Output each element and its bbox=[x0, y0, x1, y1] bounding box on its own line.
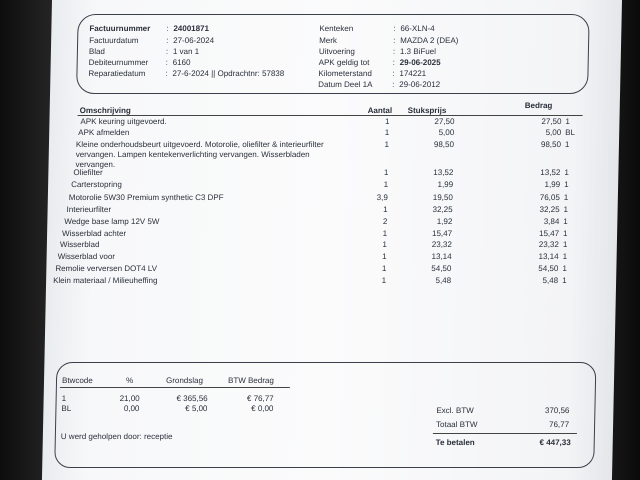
item-description: Wisserblad voor bbox=[57, 252, 116, 261]
item-description: APK afmelden bbox=[78, 128, 130, 137]
item-unit-price: 1,92 bbox=[436, 217, 453, 226]
vat-row-btw: € 76,77 bbox=[246, 394, 274, 403]
value-kilometerstand: 174221 bbox=[399, 69, 427, 78]
item-unit-price: 15,47 bbox=[431, 229, 453, 238]
item-unit-price: 13,14 bbox=[431, 252, 452, 261]
item-unit-price: 54,50 bbox=[431, 264, 452, 273]
item-quantity: 1 bbox=[384, 128, 390, 137]
item-vat-code: BL bbox=[565, 128, 576, 137]
value-totaal-btw: 76,77 bbox=[548, 420, 570, 429]
value-merk: MAZDA 2 (DEA) bbox=[400, 36, 459, 45]
label-apk-geldig: APK geldig tot bbox=[318, 58, 370, 67]
item-vat-code: 1 bbox=[562, 252, 568, 261]
label-excl-btw: Excl. BTW bbox=[436, 406, 474, 415]
col-aantal: Aantal bbox=[367, 106, 393, 115]
vat-row-percent: 0,00 bbox=[123, 404, 140, 413]
value-apk-geldig: 29-06-2025 bbox=[399, 58, 441, 67]
item-description: Interieurfilter bbox=[66, 205, 112, 214]
item-vat-code: 1 bbox=[562, 276, 567, 285]
value-te-betalen: € 447,33 bbox=[539, 438, 571, 447]
col-stuksprijs: Stuksprijs bbox=[407, 106, 447, 115]
item-vat-code: 1 bbox=[563, 229, 568, 238]
label-uitvoering: Uitvoering bbox=[318, 47, 356, 56]
item-quantity: 1 bbox=[384, 117, 390, 126]
item-description: APK keuring uitgevoerd. bbox=[80, 117, 167, 126]
label-blad: Blad bbox=[88, 47, 106, 56]
item-amount: 76,05 bbox=[539, 193, 560, 202]
vat-row-grondslag: € 5,00 bbox=[185, 404, 208, 413]
label-factuurdatum: Factuurdatum bbox=[89, 36, 139, 45]
item-description: Carterstopring bbox=[71, 180, 122, 189]
item-vat-code: 1 bbox=[564, 168, 569, 177]
item-amount: 27,50 bbox=[541, 117, 562, 126]
label-te-betalen: Te betalen bbox=[435, 438, 475, 447]
item-description: Klein materiaal / Milieuheffing bbox=[53, 276, 158, 285]
item-quantity: 1 bbox=[383, 168, 389, 177]
value-reparatiedatum: 27-6-2024 || Opdrachtnr: 57838 bbox=[172, 69, 285, 78]
item-quantity: 1 bbox=[383, 205, 388, 214]
totals-underline bbox=[433, 433, 577, 434]
col-omschrijving: Omschrijving bbox=[79, 106, 131, 115]
item-description: Kleine onderhoudsbeurt uitgevoerd. Motorolie, oliefilter & interieurfilter bbox=[75, 140, 324, 149]
item-unit-price: 13,52 bbox=[433, 168, 454, 177]
item-vat-code: 1 bbox=[563, 217, 568, 226]
value-factuurdatum: 27-06-2024 bbox=[173, 36, 215, 45]
vat-col-grondslag: Grondslag bbox=[165, 376, 204, 385]
label-merk: Merk bbox=[319, 36, 338, 45]
item-description: Motorolie 5W30 Premium synthetic C3 DPF bbox=[68, 193, 224, 202]
item-unit-price: 1,99 bbox=[437, 180, 454, 189]
vat-header-underline bbox=[60, 387, 290, 388]
item-amount: 5,48 bbox=[542, 276, 559, 285]
item-amount: 98,50 bbox=[540, 140, 562, 149]
vat-row-grondslag: € 365,56 bbox=[176, 394, 208, 403]
item-description: Oliefilter bbox=[73, 168, 103, 177]
label-reparatiedatum: Reparatiedatum bbox=[88, 69, 146, 78]
item-vat-code: 1 bbox=[562, 240, 568, 249]
item-description: vervangen. bbox=[75, 160, 116, 169]
item-amount: 13,52 bbox=[540, 168, 561, 177]
vat-row-code: 1 bbox=[61, 394, 67, 403]
label-debiteurnummer: Debiteurnummer bbox=[88, 58, 149, 67]
item-description: Wisserblad bbox=[59, 240, 100, 249]
label-kilometerstand: Kilometerstand bbox=[318, 69, 372, 78]
item-vat-code: 1 bbox=[564, 180, 569, 189]
value-uitvoering: 1.3 BiFuel bbox=[399, 47, 437, 56]
item-vat-code: 1 bbox=[563, 193, 569, 202]
item-quantity: 1 bbox=[382, 252, 387, 261]
vat-col-btwcode: Btwcode bbox=[61, 376, 93, 385]
item-unit-price: 5,00 bbox=[438, 128, 455, 137]
item-vat-code: 1 bbox=[565, 117, 571, 126]
value-debiteurnummer: 6160 bbox=[172, 58, 191, 67]
footer-box bbox=[54, 362, 596, 468]
col-bedrag: Bedrag bbox=[524, 101, 553, 110]
value-excl-btw: 370,56 bbox=[544, 406, 570, 415]
value-factuurnummer: 24001871 bbox=[173, 24, 210, 33]
item-unit-price: 19,50 bbox=[432, 193, 453, 202]
vat-row-percent: 21,00 bbox=[119, 394, 140, 403]
item-amount: 54,50 bbox=[538, 264, 559, 273]
value-datum-deel-1a: 29-06-2012 bbox=[399, 80, 441, 89]
item-amount: 15,47 bbox=[538, 229, 560, 238]
item-quantity: 1 bbox=[383, 180, 389, 189]
label-kenteken: Kenteken bbox=[319, 24, 354, 33]
header-underline bbox=[78, 115, 583, 116]
item-unit-price: 32,25 bbox=[432, 205, 453, 214]
invoice-paper: Factuurnummer : 24001871 Factuurdatum : 27-06-2024 Blad : 1 van 1 Debiteurnummer : 6160 Reparatiedatum : 27-6-2024 || Opdrachtnr: 57838 Kenteken : 66-XLN-4 Merk : MAZDA 2 (DEA) Uitvoering : 1.3 BiFuel APK geldig tot : 29-06-2025 Kilometerstand : 174221 Datum Deel 1A : 29-06-2012 Omschrijving Aantal Stuksprijs Bedrag APK keuring uitgevoerd. 1 27,50 27,50 1 APK afmelden 1 5,00 5,00 BL Kleine onderhoudsbeurt uitgevoerd. Motorolie, oliefilter & interieurfilter vervangen. Lampen kentekenverlichting vervangen. Wisserbladen vervangen. 1 98,50 98,50 1 Oliefilter 1 13,52 13,52 1 Carterstopring 1 1,99 1,99 1 Motorolie 5W30 Premium synthetic C3 DPF 3,9 19,50 76,05 1 Interieurfilter 1 32,25 32,25 1 Wedge base lamp 12V 5W 2 1,92 3,84 1 Wisserblad achter 1 15,47 15,47 1 Wisserblad 1 23,32 23,32 1 Wisserblad voor 1 13,14 13,14 1 Remolie verversen DOT4 LV 1 54,50 54,50 1 Klein materiaal / Milieuheffing 1 5,48 5,48 1 Btwcode % Grondslag BTW Bedrag 1 21,00 € 365,56 € 76,77 BL 0,00 € 5,00 € 0,00 U werd geholpen door: receptie Excl. BTW 370,56 Totaal BTW 76,77 Te betalen € 447,33 bbox=[42, 0, 622, 480]
served-by-note: U werd geholpen door: receptie bbox=[60, 432, 173, 441]
item-description: vervangen. Lampen kentekenverlichting vervangen. Wisserbladen bbox=[75, 150, 310, 159]
item-quantity: 1 bbox=[381, 264, 387, 273]
item-quantity: 2 bbox=[382, 217, 388, 226]
vat-col-percent: % bbox=[125, 376, 134, 385]
item-quantity: 1 bbox=[381, 276, 387, 285]
item-amount: 1,99 bbox=[544, 180, 561, 189]
item-unit-price: 23,32 bbox=[431, 240, 452, 249]
label-datum-deel-1a: Datum Deel 1A bbox=[318, 80, 373, 89]
value-kenteken: 66-XLN-4 bbox=[400, 24, 435, 33]
item-vat-code: 1 bbox=[562, 264, 567, 273]
item-description: Wedge base lamp 12V 5W bbox=[64, 217, 160, 226]
item-amount: 3,84 bbox=[543, 217, 560, 226]
item-description: Remolie verversen DOT4 LV bbox=[55, 264, 158, 273]
item-unit-price: 27,50 bbox=[434, 117, 455, 126]
item-vat-code: 1 bbox=[564, 140, 570, 149]
value-blad: 1 van 1 bbox=[172, 47, 200, 56]
vat-col-btw-bedrag: BTW Bedrag bbox=[227, 376, 274, 385]
item-description: Wisserblad achter bbox=[62, 229, 127, 238]
label-factuurnummer: Factuurnummer bbox=[89, 24, 151, 33]
label-totaal-btw: Totaal BTW bbox=[436, 420, 478, 429]
item-amount: 5,00 bbox=[545, 128, 562, 137]
item-vat-code: 1 bbox=[563, 205, 569, 214]
vat-row-btw: € 0,00 bbox=[251, 404, 274, 413]
item-amount: 13,14 bbox=[538, 252, 559, 261]
item-amount: 32,25 bbox=[539, 205, 560, 214]
item-unit-price: 5,48 bbox=[435, 276, 452, 285]
item-quantity: 3,9 bbox=[376, 193, 388, 202]
item-quantity: 1 bbox=[382, 240, 387, 249]
vat-row-code: BL bbox=[61, 404, 72, 413]
item-quantity: 1 bbox=[384, 140, 390, 149]
item-unit-price: 98,50 bbox=[433, 140, 455, 149]
item-quantity: 1 bbox=[382, 229, 388, 238]
item-amount: 23,32 bbox=[538, 240, 559, 249]
